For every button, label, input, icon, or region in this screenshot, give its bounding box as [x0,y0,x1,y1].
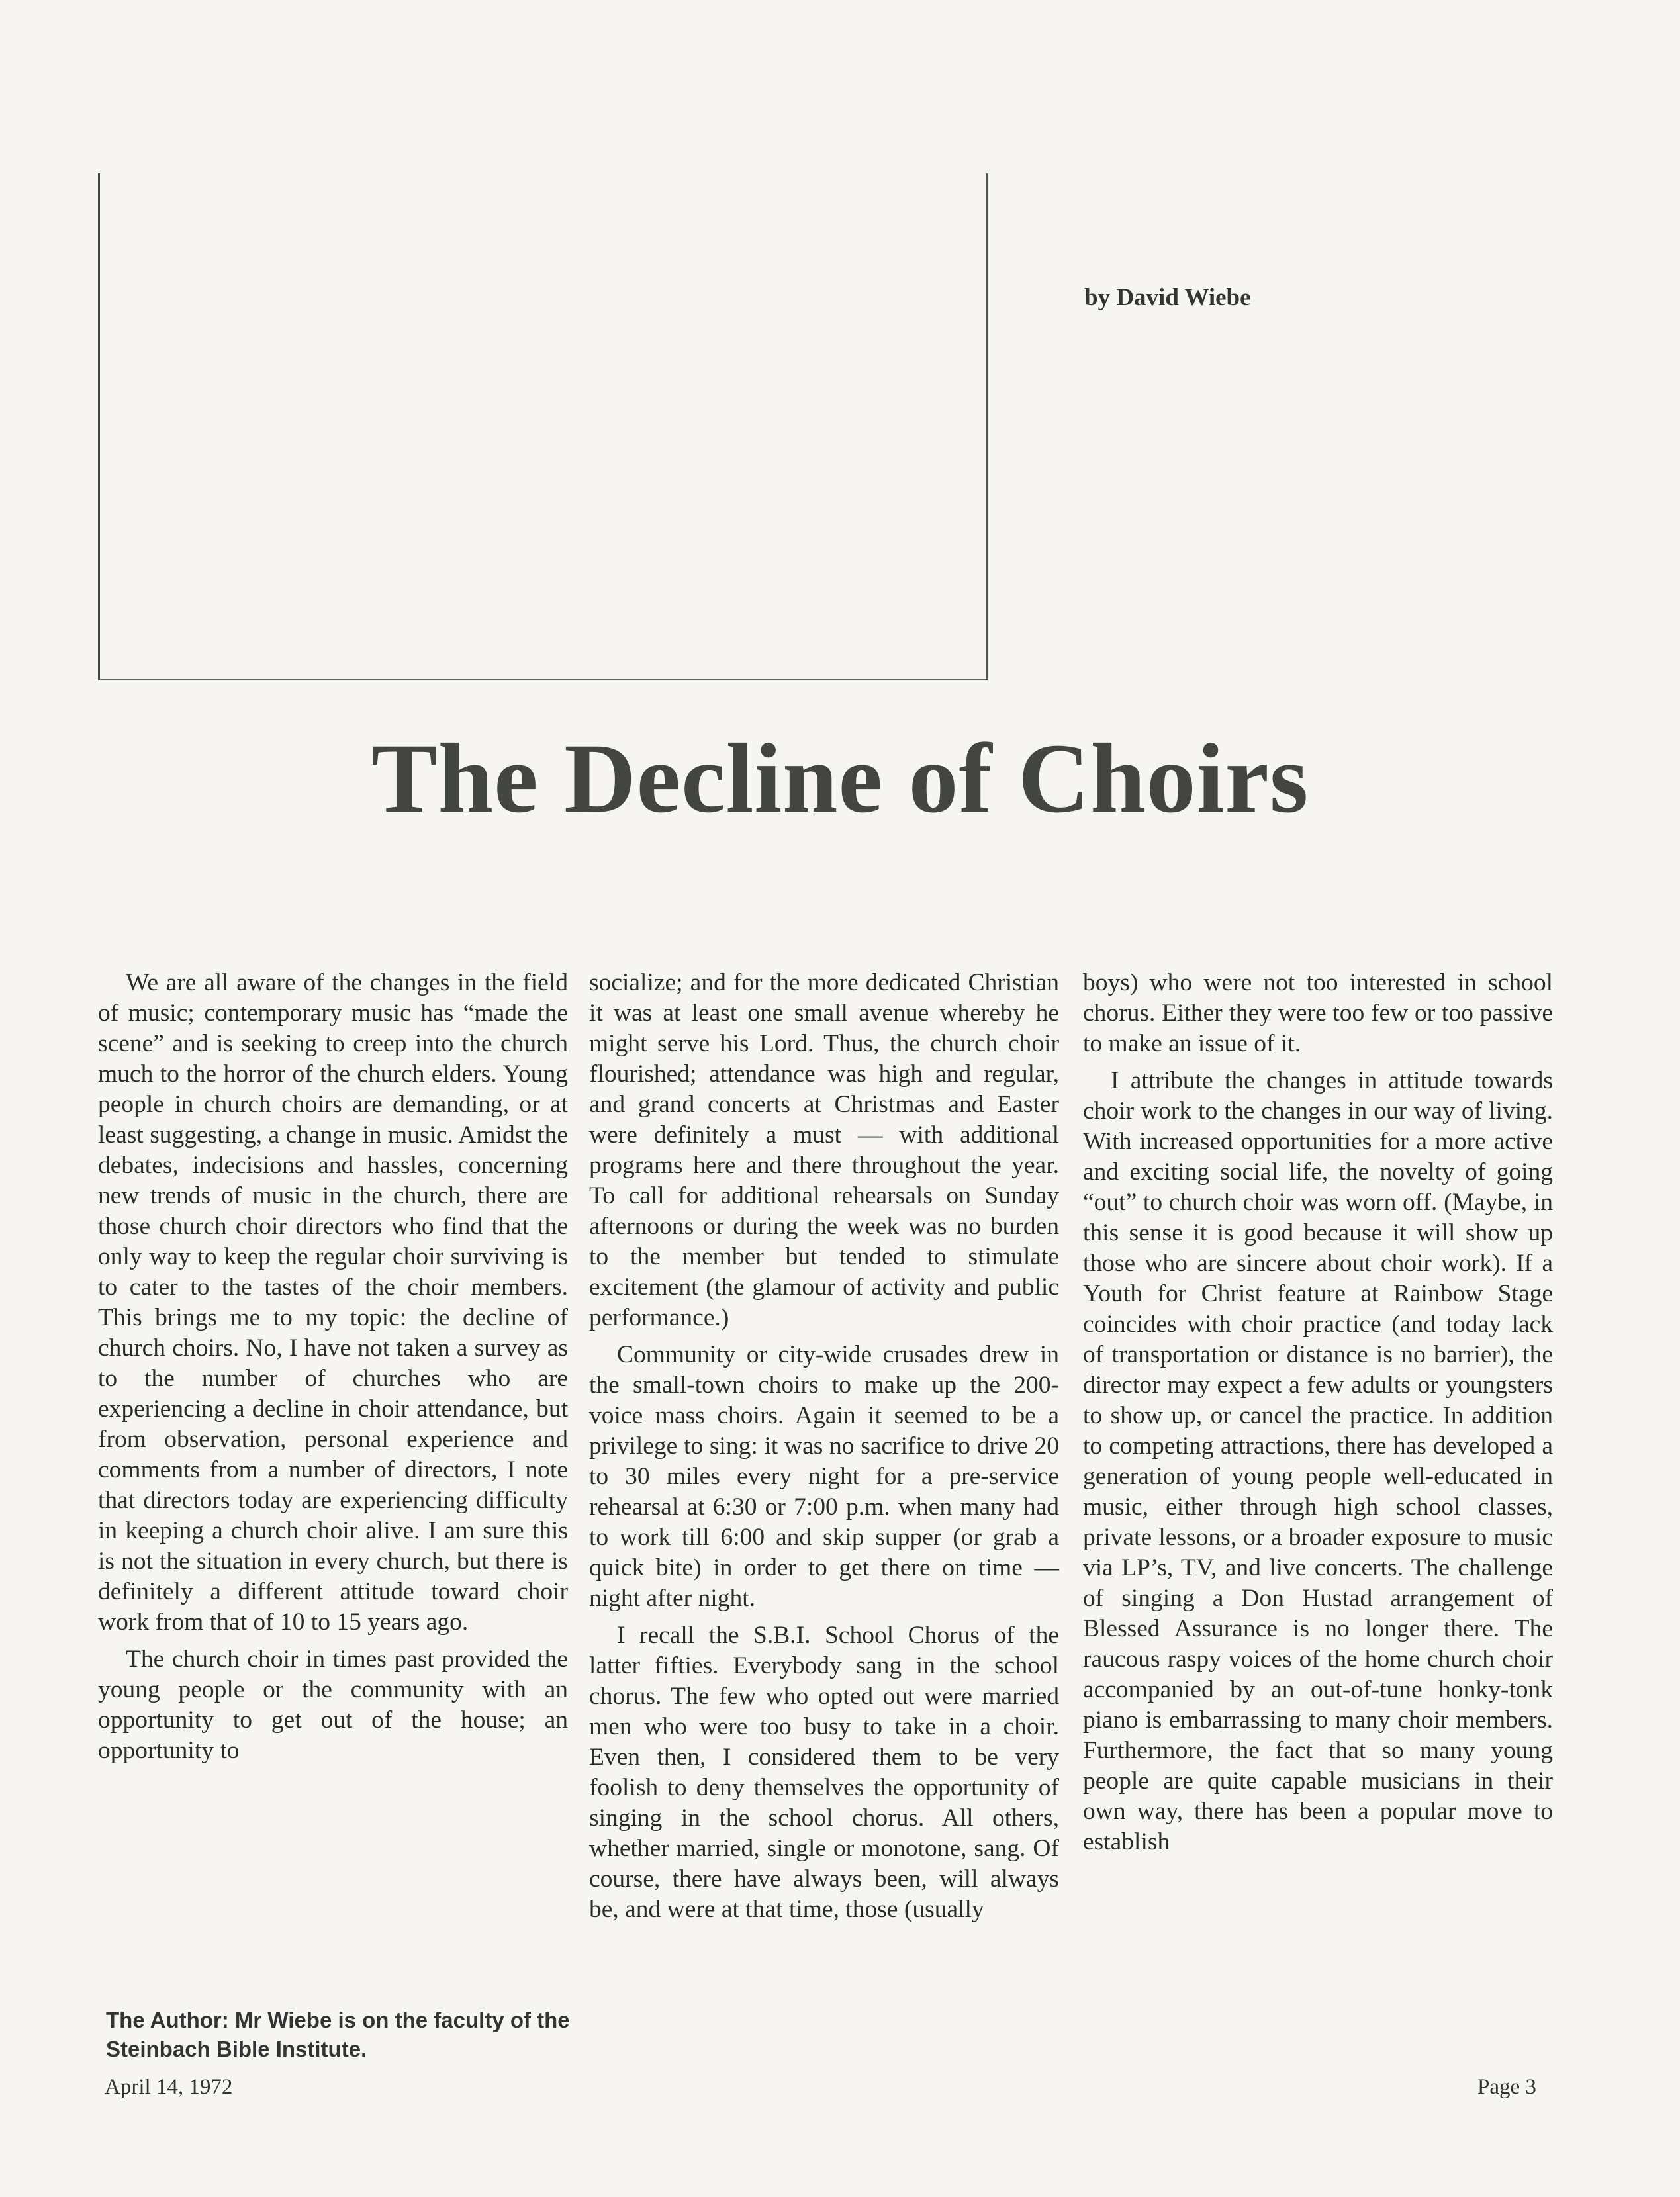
photo-frame [98,173,988,680]
paragraph: The church choir in times past provided the young people or the community with an opportunity to get out of the house; an opportunity to [98,1646,568,1764]
byline: by David Wiebe [1084,284,1251,311]
paragraph: Community or city-wide crusades drew in the small-town choirs to make up the 200-voice mass choirs. Again it seemed to be a privilege to sing: it was no sacrifice to drive 20 to 30 miles every night for a pre-service rehearsal at 6:30 or 7:00 p.m. when many had to work till 6:00 and skip supper (or grab a quick bite) in order to get there on time — night after night. [589,1341,1059,1612]
column-1 [98,968,568,1773]
column-2 [589,968,1059,1932]
author-note: The Author: Mr Wiebe is on the faculty of the Steinbach Bible Institute. [106,2008,570,2061]
paragraph: socialize; and for the more dedicated Christian it was at least one small avenue whereby he might serve his Lord. Thus, the church choir flourished; attendance was high and regular, and grand concerts at Christmas and Easter were definitely a must — with additional programs here and there throughout the year. To call for additional rehearsals on Sunday afternoons or during the week was no burden to the member but tended to stimulate excitement (the glamour of activity and public performance.) [589,969,1059,1331]
article-title: The Decline of Choirs [371,724,1309,833]
paragraph: boys) who were not too interested in school chorus. Either they were too few or too passive to make an issue of it. [1083,969,1553,1057]
paragraph: We are all aware of the changes in the field of music; contemporary music has “made the scene” and is seeking to creep into the church much to the horror of the church elders. Young people in church choirs are demanding, or at least suggesting, a change in music. Amidst the debates, indecisions and hassles, concerning new trends of music in the church, there are those church choir directors who find that the only way to keep the regular choir surviving is to cater to the tastes of the choir members. This brings me to my topic: the decline of church choirs. No, I have not taken a survey as to the number of churches who are experiencing a decline in choir attendance, but from observation, personal experience and comments from a number of directors, I note that directors today are experiencing difficulty in keeping a church choir alive. I am sure this is not the situation in every church, but there is definitely a different attitude toward choir work from that of 10 to 15 years ago. [98,969,568,1636]
issue-date: April 14, 1972 [105,2075,233,2099]
page-number: Page 3 [1477,2075,1536,2099]
column-3 [1083,968,1553,1864]
paragraph: I recall the S.B.I. School Chorus of the latter fifties. Everybody sang in the school chorus. The few who opted out were married men who were too busy to take in a choir. Even then, I considered them to be very foolish to deny themselves the opportunity of singing in the school chorus. All others, whether married, single or monotone, sang. Of course, there have always been, will always be, and were at that time, those (usually [589,1622,1059,1923]
paragraph: I attribute the changes in attitude towards choir work to the changes in our way of living. With increased opportunities for a more active and exciting social life, the novelty of going “out” to church choir was worn off. (Maybe, in this sense it is good because it will show up those who are sincere about choir work). If a Youth for Christ feature at Rainbow Stage coincides with choir practice (and today lack of transportation or distance is no barrier), the director may expect a few adults or youngsters to show up, or cancel the practice. In addition to competing attractions, there has developed a generation of young people well-educated in music, either through high school classes, private lessons, or a broader exposure to music via LP’s, TV, and live concerts. The challenge of singing a Don Hustad arrangement of Blessed Assurance is no longer there. The raucous raspy voices of the home church choir accompanied by an out-of-tune honky-tonk piano is embarrassing to many choir members. Furthermore, the fact that so many young people are quite capable musicians in their own way, there has been a popular move to establish [1083,1067,1553,1855]
